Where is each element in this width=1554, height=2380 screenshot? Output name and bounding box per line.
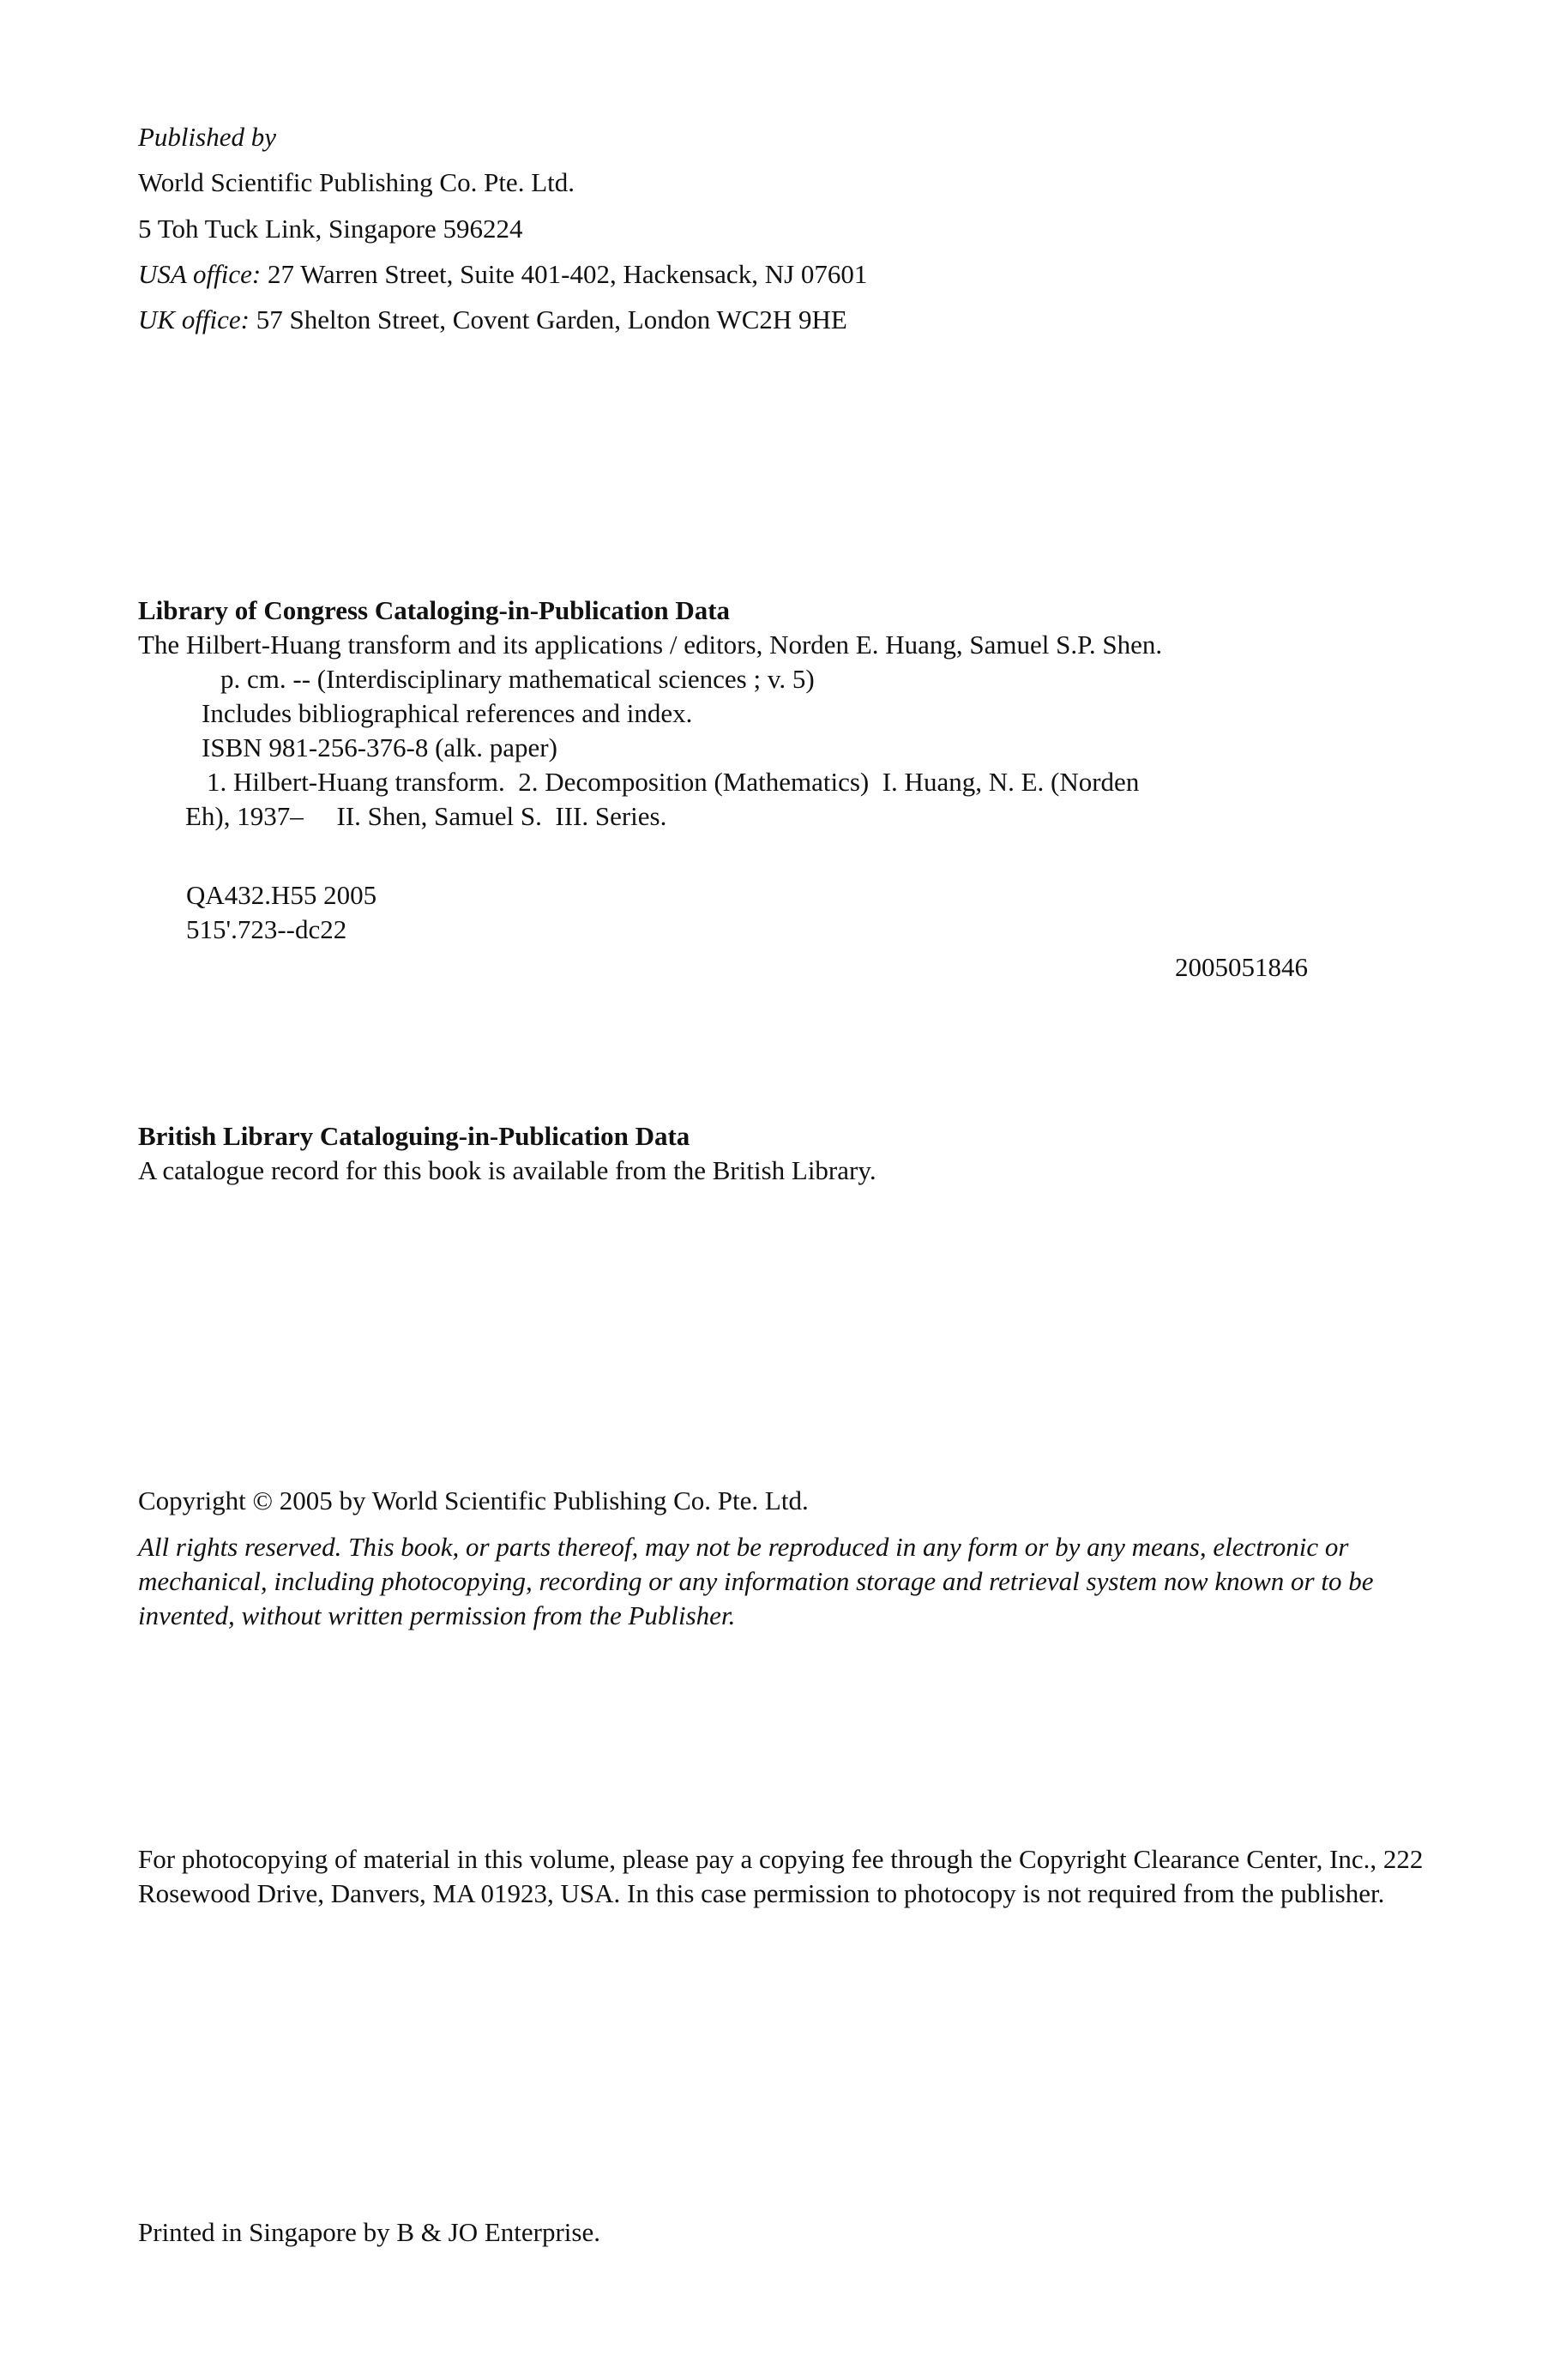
loc-includes-line: Includes bibliographical references and index.	[202, 698, 693, 728]
uk-office-address: 57 Shelton Street, Covent Garden, London WC2H 9HE	[256, 304, 847, 335]
printed-in-line: Printed in Singapore by B & JO Enterprise.	[138, 2217, 600, 2247]
loc-title-line: The Hilbert-Huang transform and its applications / editors, Norden E. Huang, Samuel S.P. Shen.	[138, 630, 1163, 660]
loc-dewey-number: 515'.723--dc22	[186, 914, 347, 944]
rights-reserved-text: All rights reserved. This book, or parts thereof, may not be reproduced in any form or by any means, electronic or mechanical, including photocopying, recording or any information storage and retrieval system now known or to be invented, without written permission from the Publisher.	[138, 1532, 1374, 1631]
published-by-label: Published by	[138, 122, 276, 152]
loc-control-number: 2005051846	[1175, 952, 1308, 982]
usa-office-line	[138, 257, 1442, 292]
loc-cip-block	[138, 593, 1442, 834]
british-library-text: A catalogue record for this book is available from the British Library.	[138, 1155, 876, 1185]
loc-series-line: p. cm. -- (Interdisciplinary mathematical sciences ; v. 5)	[220, 664, 815, 694]
loc-classification-block	[138, 878, 1442, 947]
loc-heading: Library of Congress Cataloging-in-Publication Data	[138, 595, 731, 625]
british-library-block	[138, 1119, 1442, 1188]
usa-office-label: USA office:	[138, 258, 262, 289]
uk-office-line	[138, 303, 1442, 337]
british-library-heading: British Library Cataloguing-in-Publication Data	[138, 1121, 690, 1151]
publisher-address: 5 Toh Tuck Link, Singapore 596224	[138, 213, 523, 244]
copyright-block	[138, 1484, 1442, 1633]
publisher-name: World Scientific Publishing Co. Pte. Ltd.	[138, 167, 575, 198]
copyright-line: Copyright © 2005 by World Scientific Publishing Co. Pte. Ltd.	[138, 1485, 809, 1515]
loc-subjects-line-1: 1. Hilbert-Huang transform. 2. Decomposition (Mathematics) I. Huang, N. E. (Norden	[207, 767, 1140, 797]
loc-subjects-line-2: Eh), 1937– II. Shen, Samuel S. III. Series.	[185, 801, 667, 831]
publisher-block	[138, 120, 1442, 348]
usa-office-address: 27 Warren Street, Suite 401-402, Hackensack, NJ 07601	[267, 258, 868, 289]
loc-class-number: QA432.H55 2005	[186, 880, 377, 910]
loc-isbn-line: ISBN 981-256-376-8 (alk. paper)	[202, 732, 557, 762]
uk-office-label: UK office:	[138, 304, 250, 335]
photocopy-notice: For photocopying of material in this volume, please pay a copying fee through the Copyright Clearance Center, Inc., 222 Rosewood Drive, Danvers, MA 01923, USA. In this case permission to photocopy is not required from the publisher.	[138, 1844, 1424, 1908]
